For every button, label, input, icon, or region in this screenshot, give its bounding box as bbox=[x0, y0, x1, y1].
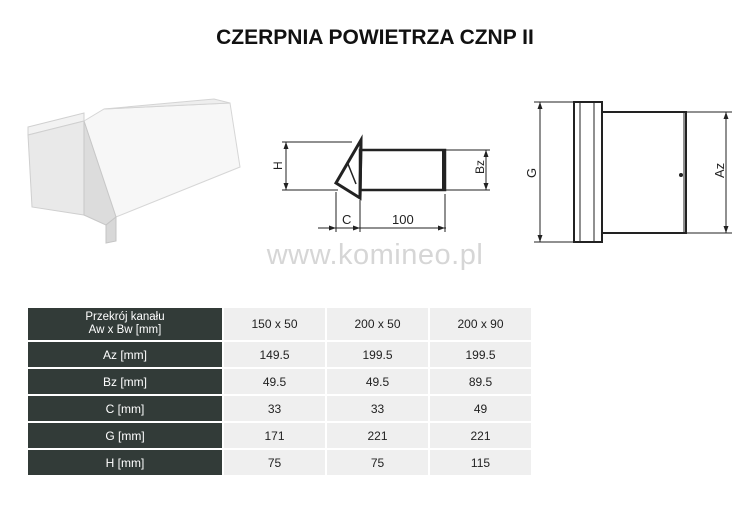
table-cell: 49.5 bbox=[325, 369, 428, 394]
row-label: C [mm] bbox=[28, 396, 222, 421]
table-cell: 149.5 bbox=[222, 342, 325, 367]
table-cell: 115 bbox=[428, 450, 531, 475]
table-header-row bbox=[28, 308, 531, 340]
row-label: Bz [mm] bbox=[28, 369, 222, 394]
label-h: H bbox=[271, 161, 285, 170]
product-photo bbox=[20, 95, 252, 245]
table-cell: 75 bbox=[222, 450, 325, 475]
table-cell: 49.5 bbox=[222, 369, 325, 394]
header-line-2: Aw x Bw [mm] bbox=[88, 324, 162, 336]
front-view-drawing bbox=[518, 92, 736, 252]
table-cell: 89.5 bbox=[428, 369, 531, 394]
table-row bbox=[28, 396, 531, 421]
table-row bbox=[28, 423, 531, 448]
specs-table bbox=[28, 306, 531, 477]
label-bz: Bz bbox=[473, 159, 487, 174]
column-header: 150 x 50 bbox=[222, 308, 325, 340]
table-cell: 199.5 bbox=[325, 342, 428, 367]
label-az: Az bbox=[712, 162, 727, 178]
label-g: G bbox=[524, 167, 539, 178]
table-cell: 75 bbox=[325, 450, 428, 475]
table-row bbox=[28, 369, 531, 394]
table-cell: 199.5 bbox=[428, 342, 531, 367]
row-label: Az [mm] bbox=[28, 342, 222, 367]
table-cell: 33 bbox=[325, 396, 428, 421]
column-header: 200 x 50 bbox=[325, 308, 428, 340]
label-length: 100 bbox=[392, 212, 414, 227]
table-row bbox=[28, 342, 531, 367]
table-row bbox=[28, 450, 531, 475]
table-cell: 171 bbox=[222, 423, 325, 448]
row-label: G [mm] bbox=[28, 423, 222, 448]
header-line-1: Przekrój kanału bbox=[85, 311, 165, 323]
row-label: H [mm] bbox=[28, 450, 222, 475]
table-cell: 221 bbox=[428, 423, 531, 448]
table-cell: 49 bbox=[428, 396, 531, 421]
label-c: C bbox=[342, 212, 352, 227]
page-title: CZERPNIA POWIETRZA CZNP II bbox=[216, 26, 534, 49]
watermark: www.komineo.pl bbox=[266, 239, 484, 271]
header-cell bbox=[28, 308, 222, 340]
column-header: 200 x 90 bbox=[428, 308, 531, 340]
side-view-drawing bbox=[268, 128, 498, 238]
table-cell: 33 bbox=[222, 396, 325, 421]
table-cell: 221 bbox=[325, 423, 428, 448]
